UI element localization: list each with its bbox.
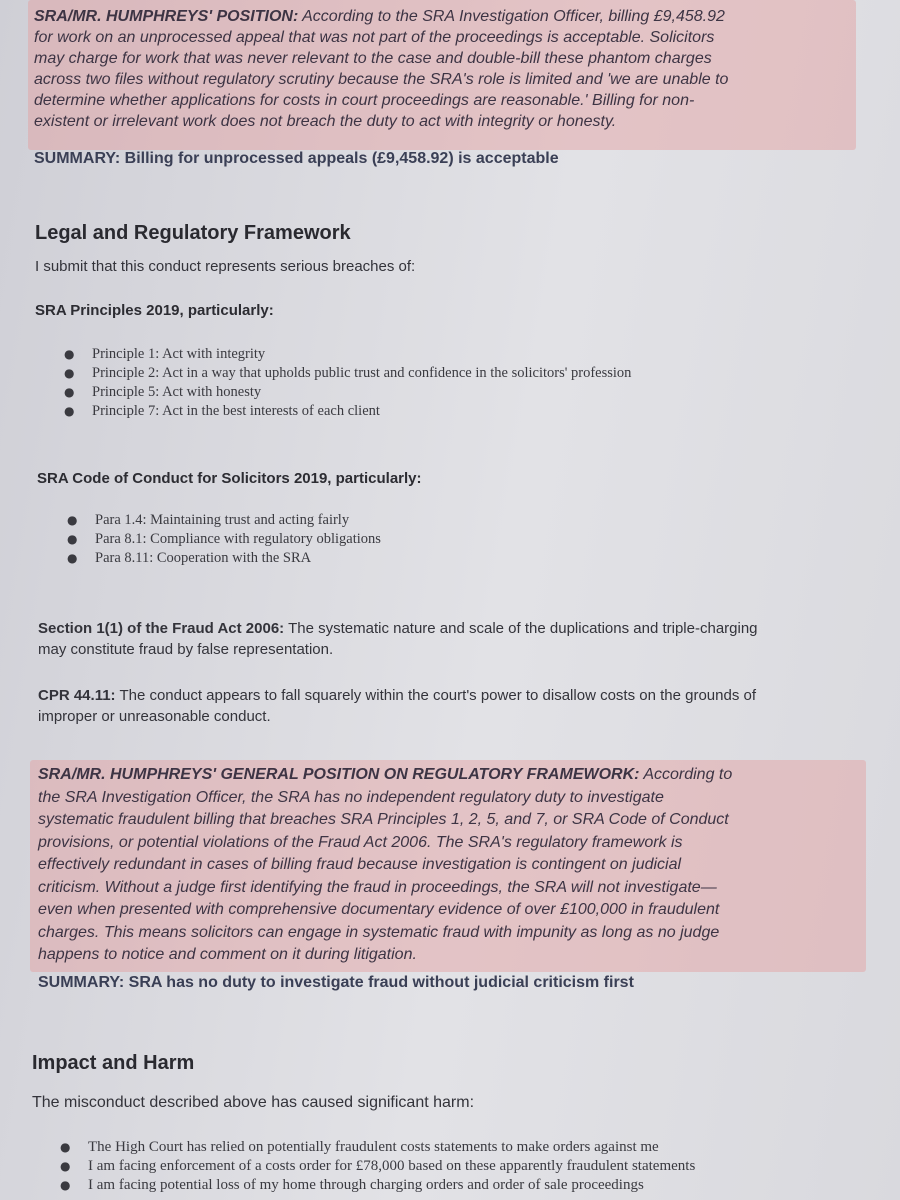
legal-framework-heading: Legal and Regulatory Framework (35, 222, 351, 244)
list-item (58, 1176, 888, 1195)
bullet-icon: ● (67, 532, 78, 546)
top-position-line: across two files without regulatory scrutiny because the SRA's role is limited and 'we are unable to (34, 71, 729, 88)
bullet-icon: ● (64, 366, 75, 380)
code-heading: SRA Code of Conduct for Solicitors 2019, particularly: (37, 470, 422, 487)
list-item-text: Para 8.1: Compliance with regulatory obligations (95, 531, 381, 547)
cpr-line: The conduct appears to fall squarely within the court's power to disallow costs on the grounds of (119, 687, 757, 704)
list-item (62, 345, 862, 364)
impact-list (58, 1138, 888, 1195)
bullet-icon: ● (60, 1159, 71, 1173)
list-item (58, 1157, 888, 1176)
list-item (62, 364, 862, 383)
top-summary: SUMMARY: Billing for unprocessed appeals (£9,458.92) is acceptable (34, 150, 559, 167)
top-position-line: for work on an unprocessed appeal that was not part of the proceedings is acceptable. Solicitors (34, 29, 715, 46)
bullet-icon: ● (60, 1178, 71, 1192)
list-item-text: Principle 5: Act with honesty (92, 384, 262, 400)
bullet-icon: ● (60, 1140, 71, 1154)
cpr-line: improper or unreasonable conduct. (38, 708, 271, 725)
bullet-icon: ● (64, 404, 75, 418)
bullet-icon: ● (64, 347, 75, 361)
top-position-line: determine whether applications for costs in court proceedings are reasonable.' Billing for non- (34, 92, 695, 109)
impact-heading: Impact and Harm (32, 1052, 195, 1074)
fraud-act-line: may constitute fraud by false representation. (38, 641, 334, 658)
general-position-line: effectively redundant in cases of billing fraud because investigation is contingent on judicial (38, 856, 682, 873)
principles-heading: SRA Principles 2019, particularly: (35, 302, 274, 319)
general-position-line: happens to notice and comment on it during litigation. (38, 946, 417, 963)
general-position-line: systematic fraudulent billing that breaches SRA Principles 1, 2, 5, and 7, or SRA Code of Conduct (38, 811, 729, 828)
general-position-label: SRA/MR. HUMPHREYS' GENERAL POSITION ON REGULATORY FRAMEWORK: (38, 766, 640, 783)
general-position-line: According to (643, 766, 733, 783)
list-item (65, 530, 865, 549)
general-position-line: even when presented with comprehensive documentary evidence of over £100,000 in fraudulent (38, 901, 720, 918)
general-position-line: criticism. Without a judge first identifying the fraud in proceedings, the SRA will not investigate— (38, 878, 717, 896)
general-position-block (38, 764, 868, 967)
general-summary: SUMMARY: SRA has no duty to investigate fraud without judicial criticism first (38, 974, 634, 991)
top-position-line: existent or irrelevant work does not breach the duty to act with integrity or honesty. (34, 113, 617, 130)
top-position-label: SRA/MR. HUMPHREYS' POSITION: (34, 8, 299, 25)
code-list (65, 511, 865, 568)
fraud-act-paragraph (38, 618, 878, 660)
general-position-paragraph (38, 764, 868, 967)
list-item-text: Principle 7: Act in the best interests of each client (92, 403, 380, 419)
list-item-text: Principle 1: Act with integrity (92, 346, 266, 362)
list-item (58, 1138, 888, 1157)
general-position-line: the SRA Investigation Officer, the SRA has no independent regulatory duty to investigate (38, 788, 664, 806)
top-position-line: According to the SRA Investigation Officer, billing £9,458.92 (302, 8, 725, 25)
list-item (65, 549, 865, 568)
top-position-block (34, 6, 864, 132)
bullet-icon: ● (67, 513, 78, 527)
top-position-line: may charge for work that was never relevant to the case and double-bill these phantom charges (34, 50, 712, 67)
general-position-line: provisions, or potential violations of the Fraud Act 2006. The SRA's regulatory framework is (38, 833, 683, 851)
legal-framework-intro: I submit that this conduct represents serious breaches of: (35, 258, 416, 275)
general-position-line: charges. This means solicitors can engage in systematic fraud with impunity as long as no judge (38, 923, 720, 941)
list-item (65, 511, 865, 530)
top-position-paragraph (34, 6, 864, 132)
list-item-text: Principle 2: Act in a way that upholds public trust and confidence in the solicitors' profession (92, 365, 632, 381)
list-item (62, 402, 862, 421)
bullet-icon: ● (64, 385, 75, 399)
cpr-label: CPR 44.11: (38, 687, 116, 704)
fraud-act-line: The systematic nature and scale of the duplications and triple-charging (288, 620, 758, 637)
list-item-text: The High Court has relied on potentially fraudulent costs statements to make orders against me (88, 1139, 659, 1155)
principles-list (62, 345, 862, 421)
impact-intro: The misconduct described above has caused significant harm: (32, 1094, 475, 1111)
list-item-text: I am facing potential loss of my home through charging orders and order of sale proceedings (88, 1177, 644, 1193)
bullet-icon: ● (67, 551, 78, 565)
fraud-act-label: Section 1(1) of the Fraud Act 2006: (38, 620, 285, 637)
list-item-text: Para 1.4: Maintaining trust and acting fairly (95, 512, 350, 528)
list-item-text: I am facing enforcement of a costs order for £78,000 based on these apparently fraudulent statements (88, 1158, 696, 1174)
list-item (62, 383, 862, 402)
cpr-paragraph (38, 685, 878, 727)
list-item-text: Para 8.11: Cooperation with the SRA (95, 550, 312, 566)
